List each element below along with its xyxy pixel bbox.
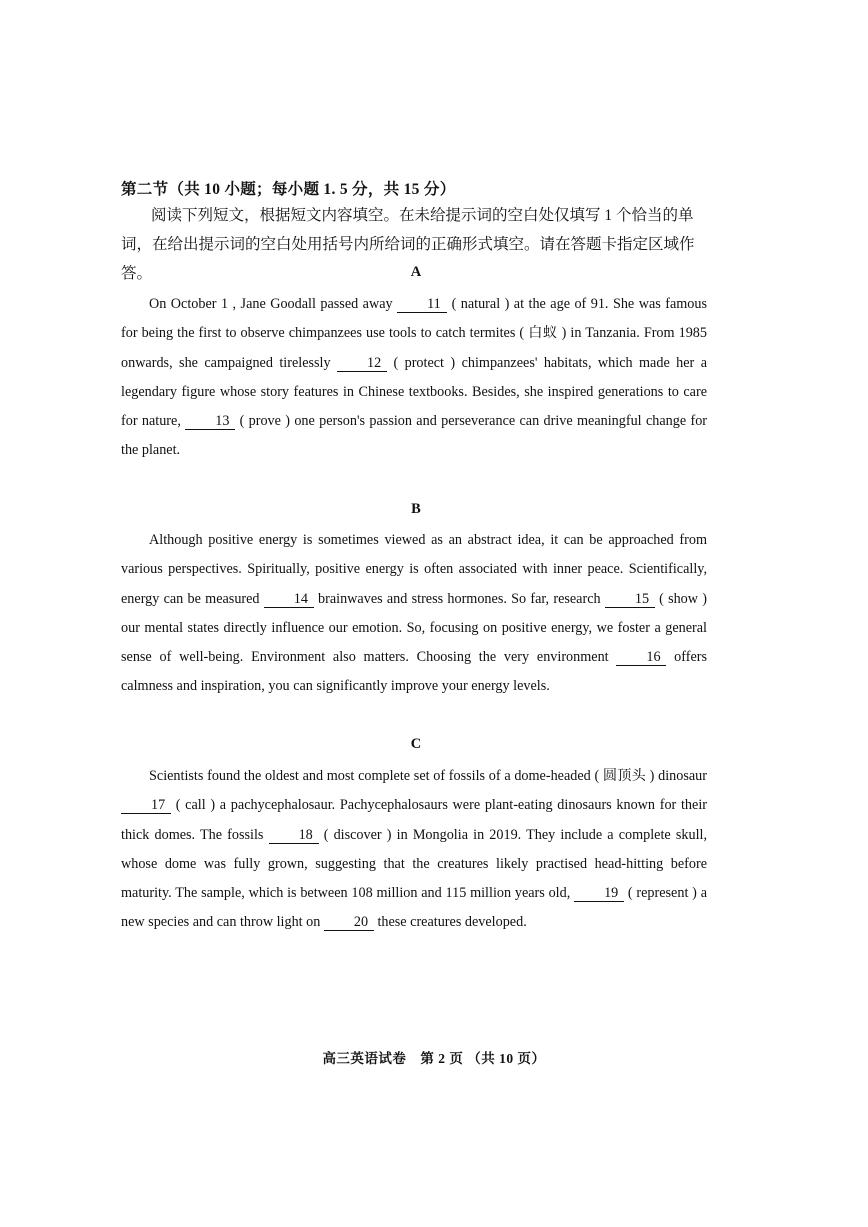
passage-a (121, 290, 707, 466)
passage-a-text: On October 1 , Jane Goodall passed away (149, 296, 393, 312)
passage-c-text: these creatures developed. (377, 914, 527, 931)
passage-c (121, 762, 707, 938)
instructions: 阅读下列短文，根据短文内容填空。在未给提示词的空白处仅填写 1 个恰当的单词，在给出提示词的空白处用括号内所给词的正确形式填空。请在答题卡指定区域作答。 (121, 207, 695, 282)
passage-b-text: Although positive energy is sometimes viewed as an abstract idea, it can be approached from various perspectives. Spiritually, positive energy is often associated with inner peace. Scientifically, energy can be measured (121, 532, 707, 607)
passage-b-text: offers calmness and inspiration, you can significantly improve your energy levels. (121, 649, 708, 695)
page-footer: 高三英语试卷 第 2 页 （共 10 页） (322, 1051, 546, 1066)
blank-15: 15 (605, 592, 655, 608)
blank-19: 19 (574, 886, 624, 902)
passage-b-title: B (411, 501, 421, 517)
passage-b (121, 526, 707, 702)
blank-16: 16 (616, 650, 666, 666)
passage-c-text: Scientists found the oldest and most complete set of fossils of a dome-headed ( 圆顶头 ) dinosaur (149, 768, 707, 784)
passage-a-text: ( prove ) one person's passion and perseverance can drive meaningful change for the planet. (121, 413, 708, 459)
blank-20: 20 (324, 915, 374, 931)
blank-13: 13 (185, 414, 235, 430)
passage-c-text: ( discover ) in Mongolia in 2019. They include a complete skull, whose dome was fully grown, suggesting that the creatures likely practised head-hitting before maturity. The sample, which is between 108 million and 115 million years old, (121, 826, 707, 902)
passage-a-text: ( protect ) chimpanzees' habitats, which made her a legendary figure whose story features in Chinese textbooks. Besides, she inspired generations to care for nature, (121, 354, 708, 430)
section-heading: 第二节（共 10 小题；每小题 1. 5 分，共 15 分） (121, 181, 456, 198)
blank-14: 14 (264, 592, 314, 608)
blank-18: 18 (269, 828, 319, 844)
blank-12: 12 (337, 356, 387, 372)
passage-c-text: ( represent ) a new species and can throw light on (121, 885, 707, 931)
passage-b-text: brainwaves and stress hormones. So far, research (318, 590, 601, 607)
passage-a-title: A (410, 264, 422, 280)
blank-17: 17 (121, 798, 171, 814)
passage-c-title: C (410, 736, 422, 752)
passage-c-text: ( call ) a pachycephalosaur. Pachycephalosaurs were plant-eating dinosaurs known for their thick domes. The fossils (121, 797, 707, 843)
blank-11: 11 (397, 297, 447, 313)
passage-a-text: ( natural ) at the age of 91. She was famous for being the first to observe chimpanzees use tools to catch termites ( 白蚁 ) in Tanzania. From 1985 onwards, she campaigned tirelessly (121, 296, 707, 371)
passage-b-text: ( show ) our mental states directly influence our emotion. So, focusing on positive energy, we foster a general sense of well-being. Environment also matters. Choosing the very environment (121, 590, 707, 666)
